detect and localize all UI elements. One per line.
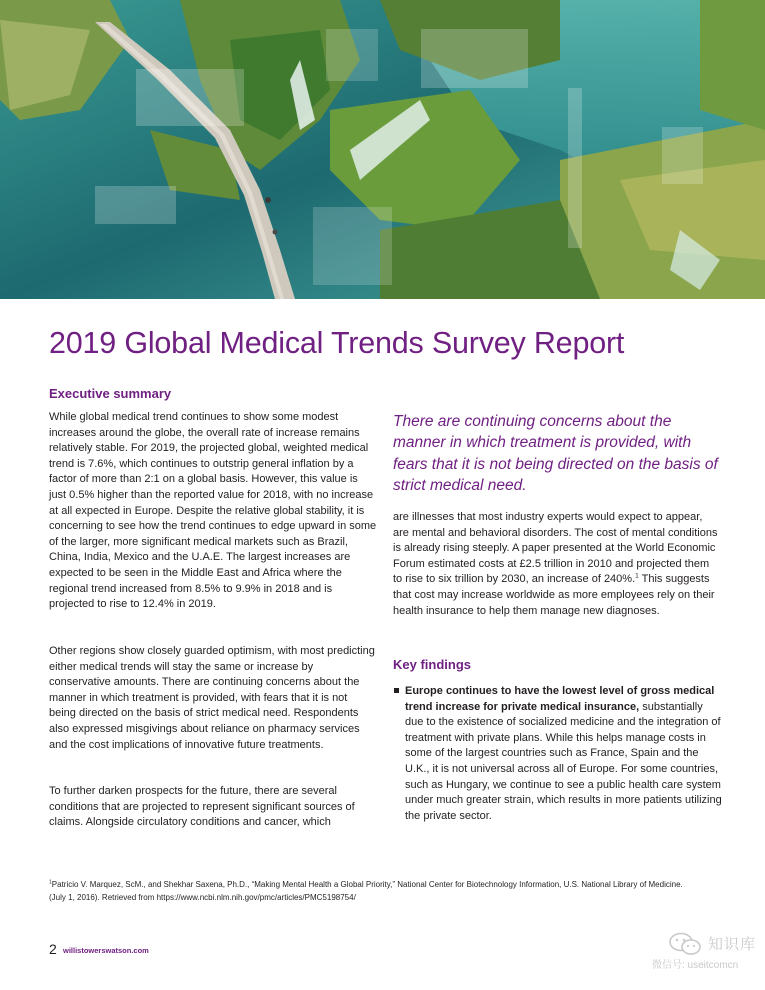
executive-summary-paragraph-3: To further darken prospects for the future, there are several conditions that are projected to represent significant sources of claims. Alongside circulatory conditions and cancer, which bbox=[49, 785, 355, 829]
executive-summary-paragraph-2: Other regions show closely guarded optimism, with most predicting either medical trends will stay the same or increase by conservative amounts. There are continuing concerns about the manner in which treatment is provided, with fears that it is not being directed on the basis of strict medical need. Respondents also expressed misgivings about reliance on pharmacy services and the cost implications of innovative future treatments. bbox=[49, 645, 375, 751]
watermark bbox=[652, 930, 762, 972]
wechat-icon bbox=[668, 932, 702, 956]
continued-text-before: are illnesses that most industry experts would expect to appear, are mental and behavioral disorders. The cost of mental conditions is already rising steeply. A paper presented at the World Economic Forum estimated costs at £2.5 trillion in 2010 and projected them to rise to six trillion by 2030, an increase of 240%. bbox=[393, 511, 718, 586]
footnote-reference: 1 bbox=[635, 572, 639, 580]
executive-summary-paragraph-1: While global medical trend continues to show some modest increases around the globe, the overall rate of increase remains relatively stable. For 2019, the projected global, weighted medical trend is 7.6%, which continues to outstrip general inflation by a factor of more than 2:1 on a global basis. However, this value is just 0.5% higher than the reported value for 2018, with no increase at all expected in Europe. Despite the relative global stability, it is concerning to see how the trend continues to edge upward in some of the larger, more significant medical markets such as Brazil, China, India, Mexico and the U.A.E. The largest increases are expected to be seen in the Middle East and Africa where the regional trend increased from 8.5% to 9.9% in 2018 and is projected to rise to 12.4% in 2019. bbox=[49, 411, 377, 611]
page-number: 2 bbox=[49, 941, 57, 957]
executive-summary-heading: Executive summary bbox=[49, 386, 172, 401]
footnote-text: Patricio V. Marquez, ScM., and Shekhar Saxena, Ph.D., “Making Mental Health a Global Priority,” National Center for Biotechnology Information, U.S. National Library of Medicine. (July 1, 2016). Retrieved from https://www.ncbi.nlm.nih.gov/pmc/articles/PMC5198754/ bbox=[49, 880, 683, 902]
key-finding-item bbox=[405, 684, 723, 824]
footnote-marker: 1 bbox=[49, 879, 52, 886]
continued-paragraph bbox=[393, 510, 721, 619]
bullet-square-icon bbox=[394, 688, 399, 693]
website-link[interactable]: willistowerswatson.com bbox=[63, 946, 149, 955]
hero-image bbox=[0, 0, 765, 299]
hero-landscape-illustration bbox=[0, 0, 765, 299]
key-finding-body-text: substantially due to the existence of socialized medicine and the integration of treatment with private plans. While this helps manage costs in some of the largest countries such as France, Spain and the U.K., it is not universal across all of Europe. For some countries, such as Hungary, we continue to see a public health care system under much greater strain, which results in more patients utilizing the private sector. bbox=[405, 700, 722, 822]
key-findings-heading: Key findings bbox=[393, 657, 472, 672]
watermark-account: 微信号: useitcomcn bbox=[652, 960, 739, 971]
key-finding-bold-text: Europe continues to have the lowest level of gross medical trend increase for private medical insurance, bbox=[405, 685, 715, 713]
continued-text-after: This suggests that cost may increase worldwide as more employees rely on their health insurance to help them manage new diagnoses. bbox=[393, 573, 715, 617]
watermark-title: 知识库 bbox=[708, 936, 757, 953]
footnote bbox=[49, 879, 689, 904]
pull-quote: There are continuing concerns about the manner in which treatment is provided, with fears that it is not being directed on the basis of strict medical need. bbox=[393, 413, 718, 494]
page-title: 2019 Global Medical Trends Survey Report bbox=[49, 326, 625, 360]
